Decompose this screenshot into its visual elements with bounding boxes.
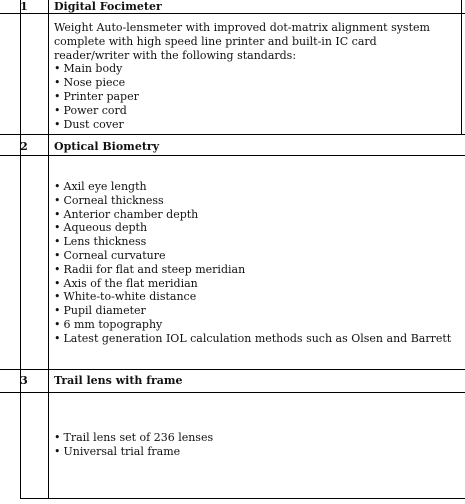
row-1-item-list [54,62,454,131]
list-item: • Latest generation IOL calculation methods such as Olsen and Barrett [54,332,454,346]
row-1-intro: Weight Auto-lensmeter with improved dot-matrix alignment system complete with high speed line printer and built-in IC card reader/writer with the following standards: [54,21,430,62]
list-item: • Universal trial frame [54,445,454,459]
row-1-number: 1 [20,0,28,13]
row-2-header-rule [0,155,465,156]
list-item: • Power cord [54,104,454,118]
list-item: • Main body [54,62,454,76]
page-mark [278,498,281,499]
list-item: • Trail lens set of 236 lenses [54,431,454,445]
row-3-header-rule [0,392,465,393]
list-item: • Nose piece [54,76,454,90]
table-border-left [20,0,21,499]
row-3-number: 3 [20,374,28,387]
list-item: • Pupil diameter [54,304,454,318]
row-1-description [54,21,454,131]
row-2-title: Optical Biometry [54,140,160,153]
row-3-item-list [54,431,454,459]
list-item: • Corneal curvature [54,249,454,263]
list-item: • White-to-white distance [54,290,454,304]
row-1-title: Digital Focimeter [54,0,162,13]
table-bottom-rule [20,498,465,499]
list-item: • Corneal thickness [54,194,454,208]
list-item: • Lens thickness [54,235,454,249]
list-item: • Aqueous depth [54,221,454,235]
list-item: • Radii for flat and steep meridian [54,263,454,277]
row-2-description [54,180,454,346]
table-column-divider [48,0,49,499]
list-item: • 6 mm topography [54,318,454,332]
row-2-item-list [54,180,454,346]
row-1-header-rule [0,13,465,14]
list-item: • Dust cover [54,118,454,132]
row-3-title: Trail lens with frame [54,374,183,387]
row-3-description [54,431,454,459]
row-2-bottom-rule [0,369,465,370]
table-border-right [461,0,462,134]
list-item: • Axil eye length [54,180,454,194]
list-item: • Printer paper [54,90,454,104]
list-item: • Anterior chamber depth [54,208,454,222]
row-1-bottom-rule [0,134,465,135]
list-item: • Axis of the flat meridian [54,277,454,291]
row-2-number: 2 [20,140,28,153]
